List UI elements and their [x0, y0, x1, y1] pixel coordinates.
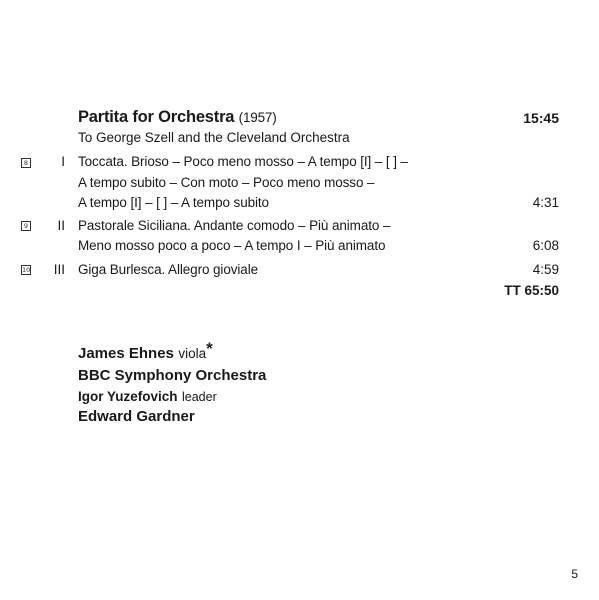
soloist-name: James Ehnes [78, 345, 174, 362]
track-number-box: 8 [21, 158, 31, 168]
work-dedication: To George Szell and the Cleveland Orchestra [78, 130, 350, 145]
work-year: (1957) [238, 110, 277, 125]
leader-name: Igor Yuzefovich [78, 389, 178, 404]
track-text-line: A tempo subito – Con moto – Poco meno mosso – [78, 175, 375, 190]
track-text-line: Toccata. Brioso – Poco meno mosso – A tempo [I] – [ ] – [78, 154, 408, 169]
track-text-line: A tempo [I] – [ ] – A tempo subito [78, 195, 269, 210]
movement-number: I [61, 154, 65, 169]
track-text-line: Giga Burlesca. Allegro gioviale [78, 262, 259, 277]
leader-line [78, 388, 217, 406]
work-title-line [78, 108, 277, 127]
track-duration: 4:31 [532, 195, 559, 210]
soloist-role: viola [178, 346, 207, 361]
track-duration: 6:08 [532, 238, 559, 253]
track-duration: 4:59 [532, 262, 559, 277]
conductor-name: Edward Gardner [78, 408, 195, 425]
movement-number: III [53, 262, 65, 277]
orchestra-name: BBC Symphony Orchestra [78, 367, 267, 384]
movement-number: II [57, 218, 65, 233]
track-number-box: 9 [21, 221, 31, 231]
soloist-asterisk: * [206, 339, 213, 358]
leader-role: leader [181, 390, 217, 404]
grand-total-time: TT 65:50 [504, 283, 559, 298]
track-number-box: 10 [22, 266, 31, 274]
work-title: Partita for Orchestra [78, 108, 235, 126]
work-total-time: 15:45 [523, 110, 559, 126]
soloist-line [78, 339, 213, 363]
track-text-line: Meno mosso poco a poco – A tempo I – Più animato [78, 238, 386, 253]
page-number: 5 [571, 567, 578, 581]
track-text-line: Pastorale Siciliana. Andante comodo – Più animato – [78, 218, 391, 233]
